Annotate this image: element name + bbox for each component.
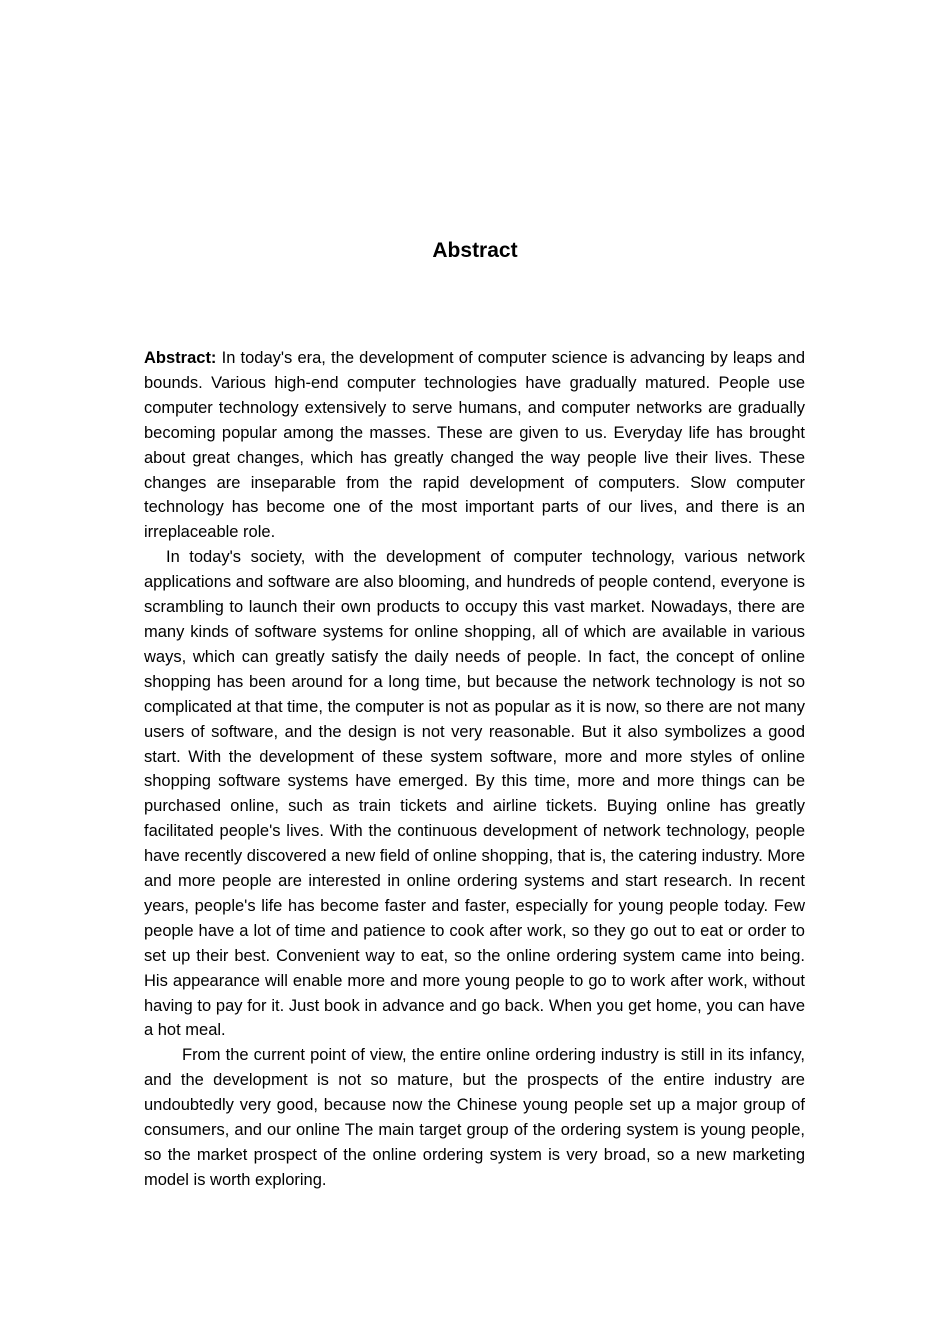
abstract-paragraph-1 xyxy=(144,346,805,545)
abstract-body xyxy=(144,346,805,1193)
abstract-paragraph-3: From the current point of view, the entire online ordering industry is still in its infancy, and the development is not so mature, but the prospects of the entire industry are undoubtedly very good, because now the Chinese young people set up a major group of consumers, and our online The main target group of the ordering system is young people, so the market prospect of the online ordering system is very broad, so a new marketing model is worth exploring. xyxy=(144,1046,805,1189)
abstract-paragraph-1-text: In today's era, the development of computer science is advancing by leaps and bounds. Various high-end computer technologies have gradually matured. People use computer technology extensively to serve humans, and computer networks are gradually becoming popular among the masses. These are given to us. Everyday life has brought about great changes, which has greatly changed the way people live their lives. These changes are inseparable from the rapid development of computers. Slow computer technology has become one of the most important parts of our lives, and there is an irreplaceable role. xyxy=(144,349,805,542)
page-title: Abstract xyxy=(432,239,518,262)
abstract-paragraph-2: In today's society, with the development of computer technology, various network applications and software are also blooming, and hundreds of people contend, everyone is scrambling to launch their own products to occupy this vast market. Nowadays, there are many kinds of software systems for online shopping, all of which are available in various ways, which can greatly satisfy the daily needs of people. In fact, the concept of online shopping has been around for a long time, but because the network technology is not so complicated at that time, the computer is not as popular as it is now, so there are not many users of software, and the design is not very reasonable. But it also symbolizes a good start. With the development of these system software, more and more styles of online shopping software systems have emerged. By this time, more and more things can be purchased online, such as train tickets and airline tickets. Buying online has greatly facilitated people's lives. With the continuous development of network technology, people have recently discovered a new field of online shopping, that is, the catering industry. More and more people are interested in online ordering systems and start research. In recent years, people's life has become faster and faster, especially for young people today. Few people have a lot of time and patience to cook after work, so they go out to eat or order to set up their best. Convenient way to eat, so the online ordering system came into being. His appearance will enable more and more young people to go to work after work, without having to pay for it. Just book in advance and go back. When you get home, you can have a hot meal. xyxy=(144,548,805,1040)
abstract-label: Abstract: xyxy=(144,349,217,367)
